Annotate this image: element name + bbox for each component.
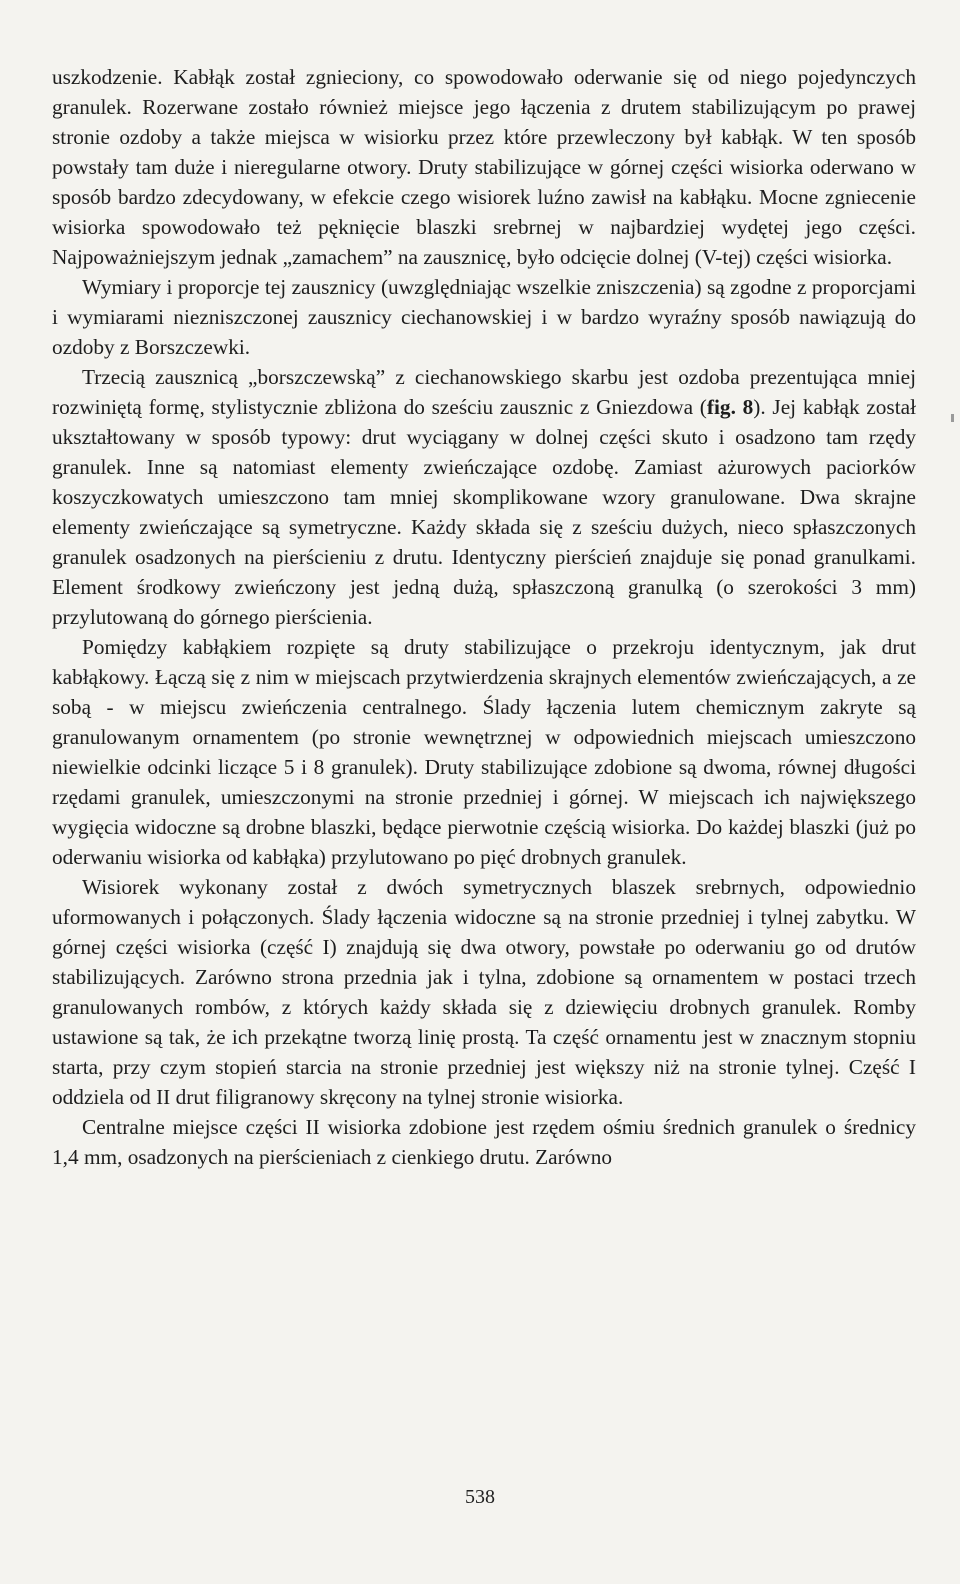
body-text	[52, 62, 916, 1172]
paragraph-text: Pomiędzy kabłąkiem rozpięte są druty stabilizujące o przekroju identycznym, jak drut kabłąkowy. Łączą się z nim w miejscach przytwierdzenia skrajnych elementów zwieńczających, a ze sobą - w miejscu zwieńczenia centralnego. Ślady łączenia lutem chemicznym zakryte są granulowanym ornamentem (po stronie wewnętrznej w odpowiednich miejscach umieszczono niewielkie odcinki liczące 5 i 8 granulek). Druty stabilizujące zdobione są dwoma, równej długości rzędami granulek, umieszczonymi na stronie przedniej i górnej. W miejscach ich największego wygięcia widoczne są drobne blaszki, będące pierwotnie częścią wisiorka. Do każdej blaszki (już po oderwaniu wisiorka od kabłąka) przylutowano po pięć drobnych granulek.	[52, 635, 916, 869]
figure-reference: fig. 8	[706, 395, 754, 419]
paragraph-text: Centralne miejsce części II wisiorka zdobione jest rzędem ośmiu średnich granulek o średnicy 1,4 mm, osadzonych na pierścieniach z cienkiego drutu. Zarówno	[52, 1115, 916, 1169]
paragraph	[52, 272, 916, 362]
page-number: 538	[465, 1486, 495, 1508]
paragraph	[52, 1112, 916, 1172]
paragraph-text: Trzecią zausznicą „borszczewską” z ciechanowskiego skarbu jest ozdoba prezentująca mniej rozwiniętą formę, stylistycznie zbliżona do sześciu zausznic z Gniezdowa (	[52, 365, 916, 419]
paragraph-text: Wymiary i proporcje tej zausznicy (uwzględniając wszelkie zniszczenia) są zgodne z proporcjami i wymiarami niezniszczonej zausznicy ciechanowskiej i w bardzo wyraźny sposób nawiązują do ozdoby z Borszczewki.	[52, 275, 916, 359]
paragraph	[52, 362, 916, 632]
paragraph-text: Wisiorek wykonany został z dwóch symetrycznych blaszek srebrnych, odpowiednio uformowanych i połączonych. Ślady łączenia widoczne są na stronie przedniej i tylnej zabytku. W górnej części wisiorka (część I) znajdują się dwa otwory, powstałe po oderwaniu go od drutów stabilizujących. Zarówno strona przednia jak i tylna, zdobione są ornamentem w postaci trzech granulowanych rombów, z których każdy składa się z dziewięciu drobnych granulek. Romby ustawione są tak, że ich przekątne tworzą linię prostą. Ta część ornamentu jest w znacznym stopniu starta, przy czym stopień starcia na stronie przedniej jest większy niż na stronie tylnej. Część I oddziela od II drut filigranowy skręcony na tylnej stronie wisiorka.	[52, 875, 916, 1109]
paragraph	[52, 632, 916, 872]
paragraph	[52, 62, 916, 272]
paragraph-text: ). Jej kabłąk został ukształtowany w sposób typowy: drut wyciągany w dolnej części skuto i osadzono tam rzędy granulek. Inne są natomiast elementy zwieńczające ozdobę. Zamiast ażurowych paciorków koszyczkowatych umieszczono tam mniej skomplikowane wzory granulowane. Dwa skrajne elementy zwieńczające są symetryczne. Każdy składa się z sześciu dużych, nieco spłaszczonych granulek osadzonych na pierścieniu z drutu. Identyczny pierścień znajduje się ponad granulkami. Element środkowy zwieńczony jest jedną dużą, spłaszczoną granulką (o szerokości 3 mm) przylutowaną do górnego pierścienia.	[52, 395, 917, 629]
scan-artifact	[951, 414, 954, 422]
paragraph	[52, 872, 916, 1112]
paragraph-text: uszkodzenie. Kabłąk został zgnieciony, co spowodowało oderwanie się od niego pojedynczych granulek. Rozerwane zostało również miejsce jego łączenia z drutem stabilizującym po prawej stronie ozdoby a także miejsca w wisiorku przez które przewleczony był kabłąk. W ten sposób powstały tam duże i nieregularne otwory. Druty stabilizujące w górnej części wisiorka oderwano w sposób bardzo zdecydowany, w efekcie czego wisiorek luźno zawisł na kabłąku. Mocne zgniecenie wisiorka spowodowało też pęknięcie blaszki srebrnej w najbardziej wydętej jego części. Najpoważniejszym jednak „zamachem” na zausznicę, było odcięcie dolnej (V-tej) części wisiorka.	[52, 65, 916, 269]
